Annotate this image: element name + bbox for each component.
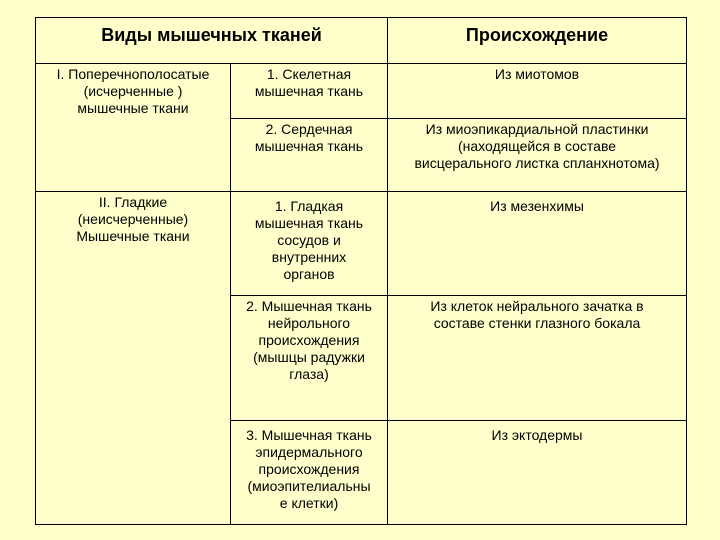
cell-line: (находящейся в составе	[457, 138, 617, 154]
cell-line: мышечная ткань	[254, 83, 364, 99]
cell-line: Из мезенхимы	[490, 198, 584, 214]
cell-line: Из эктодермы	[491, 427, 583, 443]
muscle-tissue-table	[35, 17, 687, 525]
cell-line: Из миотомов	[494, 66, 580, 82]
cell-line: эпидермального	[255, 444, 363, 460]
group-label-line: II. Гладкие	[98, 194, 168, 210]
cell-line: происхождения	[258, 461, 360, 477]
cell-line: глаза)	[289, 366, 329, 382]
cell-line: внутренних	[271, 249, 347, 265]
cell-line: 2. Сердечная	[265, 121, 353, 137]
tissue-type-cell	[231, 421, 388, 525]
cell-line: мышечная ткань	[254, 215, 364, 231]
group-label-line: Мышечные ткани	[76, 228, 190, 244]
origin-cell	[388, 192, 687, 296]
origin-cell	[388, 64, 687, 119]
cell-line: 2. Мышечная ткань	[246, 298, 372, 314]
tissue-type-cell	[231, 296, 388, 421]
cell-line: (миоэпителиальны	[247, 478, 371, 494]
tissue-type-cell	[231, 119, 388, 192]
cell-line: (мышцы радужки	[253, 349, 365, 365]
cell-line: сосудов и	[277, 232, 341, 248]
group-label-smooth	[36, 192, 231, 525]
cell-line: 1. Гладкая	[274, 198, 344, 214]
cell-line: Из клеток нейрального зачатка в	[430, 298, 644, 314]
origin-cell	[388, 119, 687, 192]
cell-line: 1. Скелетная	[266, 66, 352, 82]
tissue-type-cell	[231, 192, 388, 296]
origin-cell	[388, 421, 687, 525]
cell-line: Из миоэпикардиальной пластинки	[425, 121, 649, 137]
origin-cell	[388, 296, 687, 421]
group-label-line: (неисчерченные)	[77, 211, 189, 227]
header-types: Виды мышечных тканей	[36, 18, 388, 64]
group-label-line: мышечные ткани	[77, 100, 189, 116]
cell-line: составе стенки глазного бокала	[433, 315, 641, 331]
header-row	[36, 18, 687, 64]
table-row	[36, 64, 687, 119]
table-row	[36, 192, 687, 296]
group-label-line: (исчерченные )	[83, 83, 183, 99]
cell-line: органов	[283, 266, 335, 282]
cell-line: происхождения	[258, 332, 360, 348]
cell-line: нейрольного	[267, 315, 351, 331]
cell-line: висцерального листка спланхнотома)	[414, 155, 660, 171]
header-origin: Происхождение	[388, 18, 687, 64]
cell-line: мышечная ткань	[254, 138, 364, 154]
cell-line: е клетки)	[279, 495, 339, 511]
cell-line: 3. Мышечная ткань	[246, 427, 372, 443]
group-label-striated	[36, 64, 231, 192]
tissue-type-cell	[231, 64, 388, 119]
group-label-line: I. Поперечнополосатые	[56, 66, 210, 82]
